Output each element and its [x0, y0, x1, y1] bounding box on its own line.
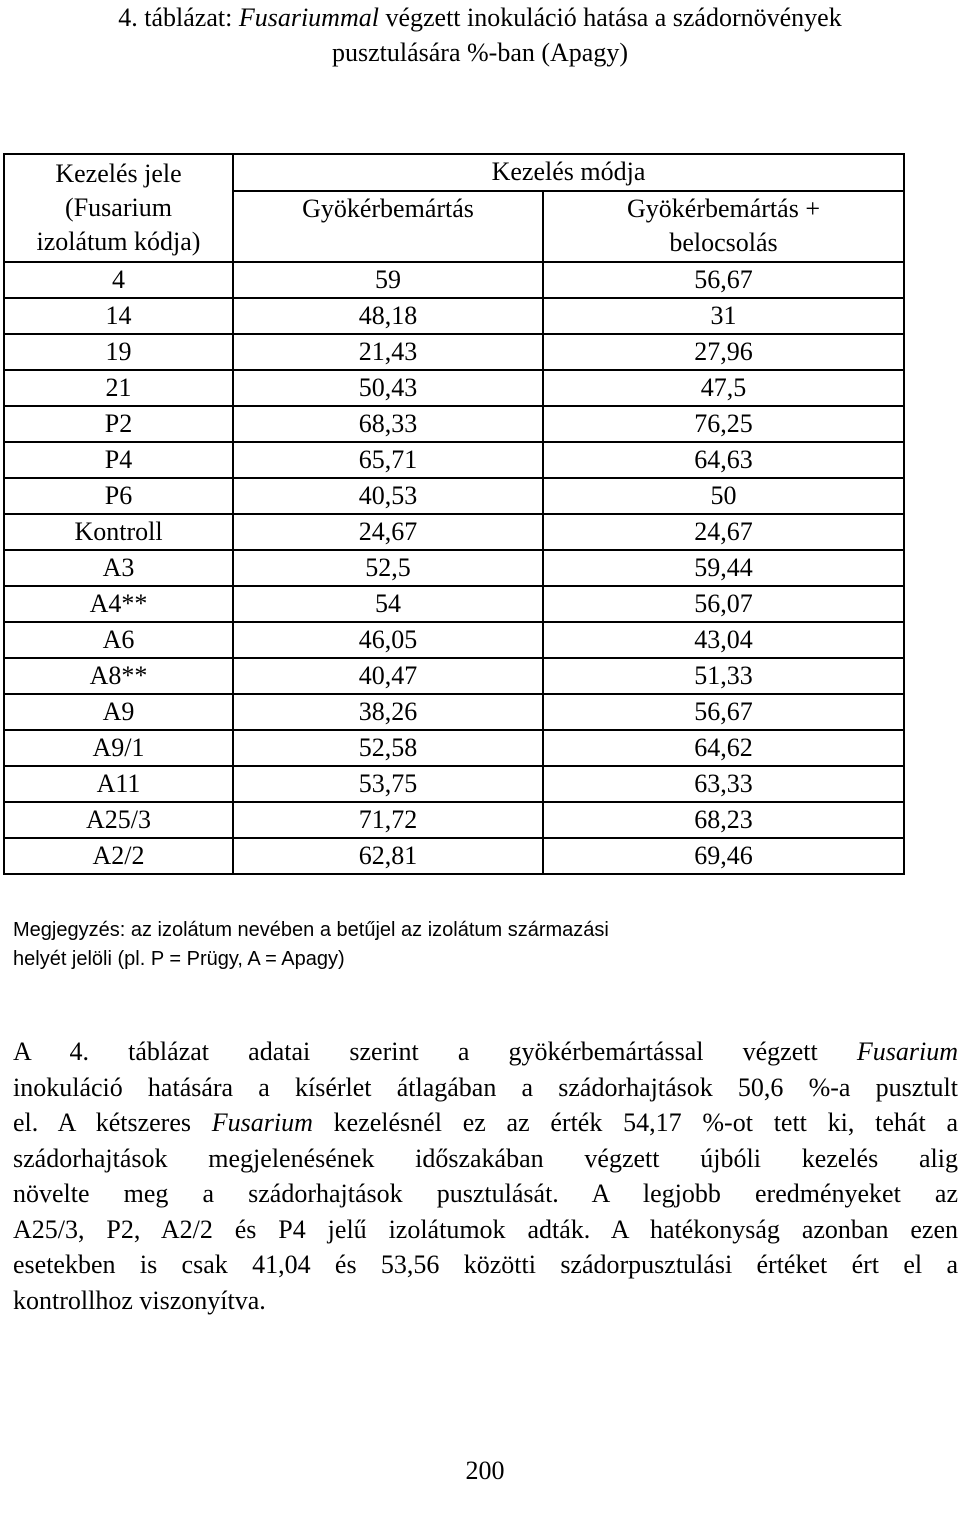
cell-code: A8**	[4, 658, 233, 694]
cell-code: 21	[4, 370, 233, 406]
cell-root-dip-drench: 43,04	[543, 622, 904, 658]
para-line: A25/3, P2, A2/2 és P4 jelű izolátumok adták. A hatékonyság azonban ezen	[13, 1214, 958, 1244]
cell-root-dip: 59	[233, 262, 543, 298]
table-row	[4, 334, 904, 370]
cell-root-dip: 40,47	[233, 658, 543, 694]
cell-root-dip-drench: 68,23	[543, 802, 904, 838]
cell-root-dip: 68,33	[233, 406, 543, 442]
cell-code: A25/3	[4, 802, 233, 838]
cell-root-dip: 54	[233, 586, 543, 622]
cell-code: A6	[4, 622, 233, 658]
table-row	[4, 514, 904, 550]
results-table	[3, 153, 905, 875]
cell-root-dip: 46,05	[233, 622, 543, 658]
cell-code: P6	[4, 478, 233, 514]
cell-root-dip: 65,71	[233, 442, 543, 478]
header-col1: Gyökérbemártás	[233, 191, 543, 262]
cell-code: 14	[4, 298, 233, 334]
cell-root-dip-drench: 64,63	[543, 442, 904, 478]
cell-root-dip: 53,75	[233, 766, 543, 802]
cell-root-dip: 62,81	[233, 838, 543, 874]
cell-code: A3	[4, 550, 233, 586]
cell-root-dip-drench: 59,44	[543, 550, 904, 586]
table-row	[4, 478, 904, 514]
cell-code: P4	[4, 442, 233, 478]
cell-root-dip: 40,53	[233, 478, 543, 514]
cell-root-dip: 21,43	[233, 334, 543, 370]
para-line: A 4. táblázat adatai szerint a gyökérbemártással végzett Fusarium	[13, 1037, 958, 1066]
para-line: inokuláció hatására a kísérlet átlagában a szádorhajtások 50,6 %-a pusztult	[13, 1072, 958, 1102]
table-row	[4, 838, 904, 874]
table-row	[4, 370, 904, 406]
cell-code: 19	[4, 334, 233, 370]
table-row	[4, 298, 904, 334]
header-group: Kezelés módja	[233, 154, 904, 191]
cell-root-dip: 52,58	[233, 730, 543, 766]
cell-root-dip: 24,67	[233, 514, 543, 550]
cell-root-dip-drench: 50	[543, 478, 904, 514]
table-row	[4, 694, 904, 730]
cell-root-dip-drench: 64,62	[543, 730, 904, 766]
table-row	[4, 658, 904, 694]
cell-root-dip-drench: 31	[543, 298, 904, 334]
para-line: szádorhajtások megjelenésének időszakában végzett újbóli kezelés alig	[13, 1143, 958, 1173]
cell-code: A9	[4, 694, 233, 730]
table-note: Megjegyzés: az izolátum nevében a betűjel az izolátum származási helyét jelöli (pl. P = Prügy, A = Apagy)	[13, 919, 609, 970]
cell-root-dip-drench: 63,33	[543, 766, 904, 802]
header-col2: Gyökérbemártás + belocsolás	[543, 191, 904, 262]
page-number: 200	[465, 1456, 505, 1485]
cell-code: A11	[4, 766, 233, 802]
cell-root-dip: 71,72	[233, 802, 543, 838]
cell-root-dip-drench: 56,67	[543, 262, 904, 298]
table-row	[4, 766, 904, 802]
para-line: növelte meg a szádorhajtások pusztulását. A legjobb eredményeket az	[13, 1179, 958, 1208]
table-caption	[0, 0, 960, 70]
table-row	[4, 442, 904, 478]
caption-italic-word: Fusariummal	[238, 3, 379, 32]
caption-line-2: pusztulására %-ban (Apagy)	[332, 38, 628, 67]
table-header-row-1	[4, 154, 904, 191]
cell-code: P2	[4, 406, 233, 442]
header-code-column: Kezelés jele (Fusarium izolátum kódja)	[4, 154, 233, 262]
table-row	[4, 730, 904, 766]
cell-code: A9/1	[4, 730, 233, 766]
cell-code: Kontroll	[4, 514, 233, 550]
cell-root-dip-drench: 24,67	[543, 514, 904, 550]
table-row	[4, 406, 904, 442]
cell-root-dip-drench: 47,5	[543, 370, 904, 406]
table-row	[4, 586, 904, 622]
cell-root-dip: 52,5	[233, 550, 543, 586]
para-line: kontrollhoz viszonyítva.	[13, 1285, 266, 1315]
cell-root-dip-drench: 69,46	[543, 838, 904, 874]
cell-root-dip: 50,43	[233, 370, 543, 406]
cell-root-dip: 48,18	[233, 298, 543, 334]
table-row	[4, 262, 904, 298]
table-row	[4, 550, 904, 586]
table-row	[4, 802, 904, 838]
table-row	[4, 622, 904, 658]
cell-root-dip-drench: 51,33	[543, 658, 904, 694]
cell-root-dip-drench: 27,96	[543, 334, 904, 370]
cell-code: A2/2	[4, 838, 233, 874]
cell-code: 4	[4, 262, 233, 298]
caption-line-1: 4. táblázat: Fusariummal végzett inokuláció hatása a szádornövények	[118, 3, 842, 32]
body-paragraph	[13, 1034, 958, 1318]
para-line: el. A kétszeres Fusarium kezelésnél ez az érték 54,17 %-ot tett ki, tehát a	[13, 1108, 959, 1137]
para-line: esetekben is csak 41,04 és 53,56 közötti szádorpusztulási értéket ért el a	[13, 1250, 958, 1279]
cell-root-dip-drench: 56,67	[543, 694, 904, 730]
cell-root-dip: 38,26	[233, 694, 543, 730]
cell-code: A4**	[4, 586, 233, 622]
cell-root-dip-drench: 56,07	[543, 586, 904, 622]
cell-root-dip-drench: 76,25	[543, 406, 904, 442]
